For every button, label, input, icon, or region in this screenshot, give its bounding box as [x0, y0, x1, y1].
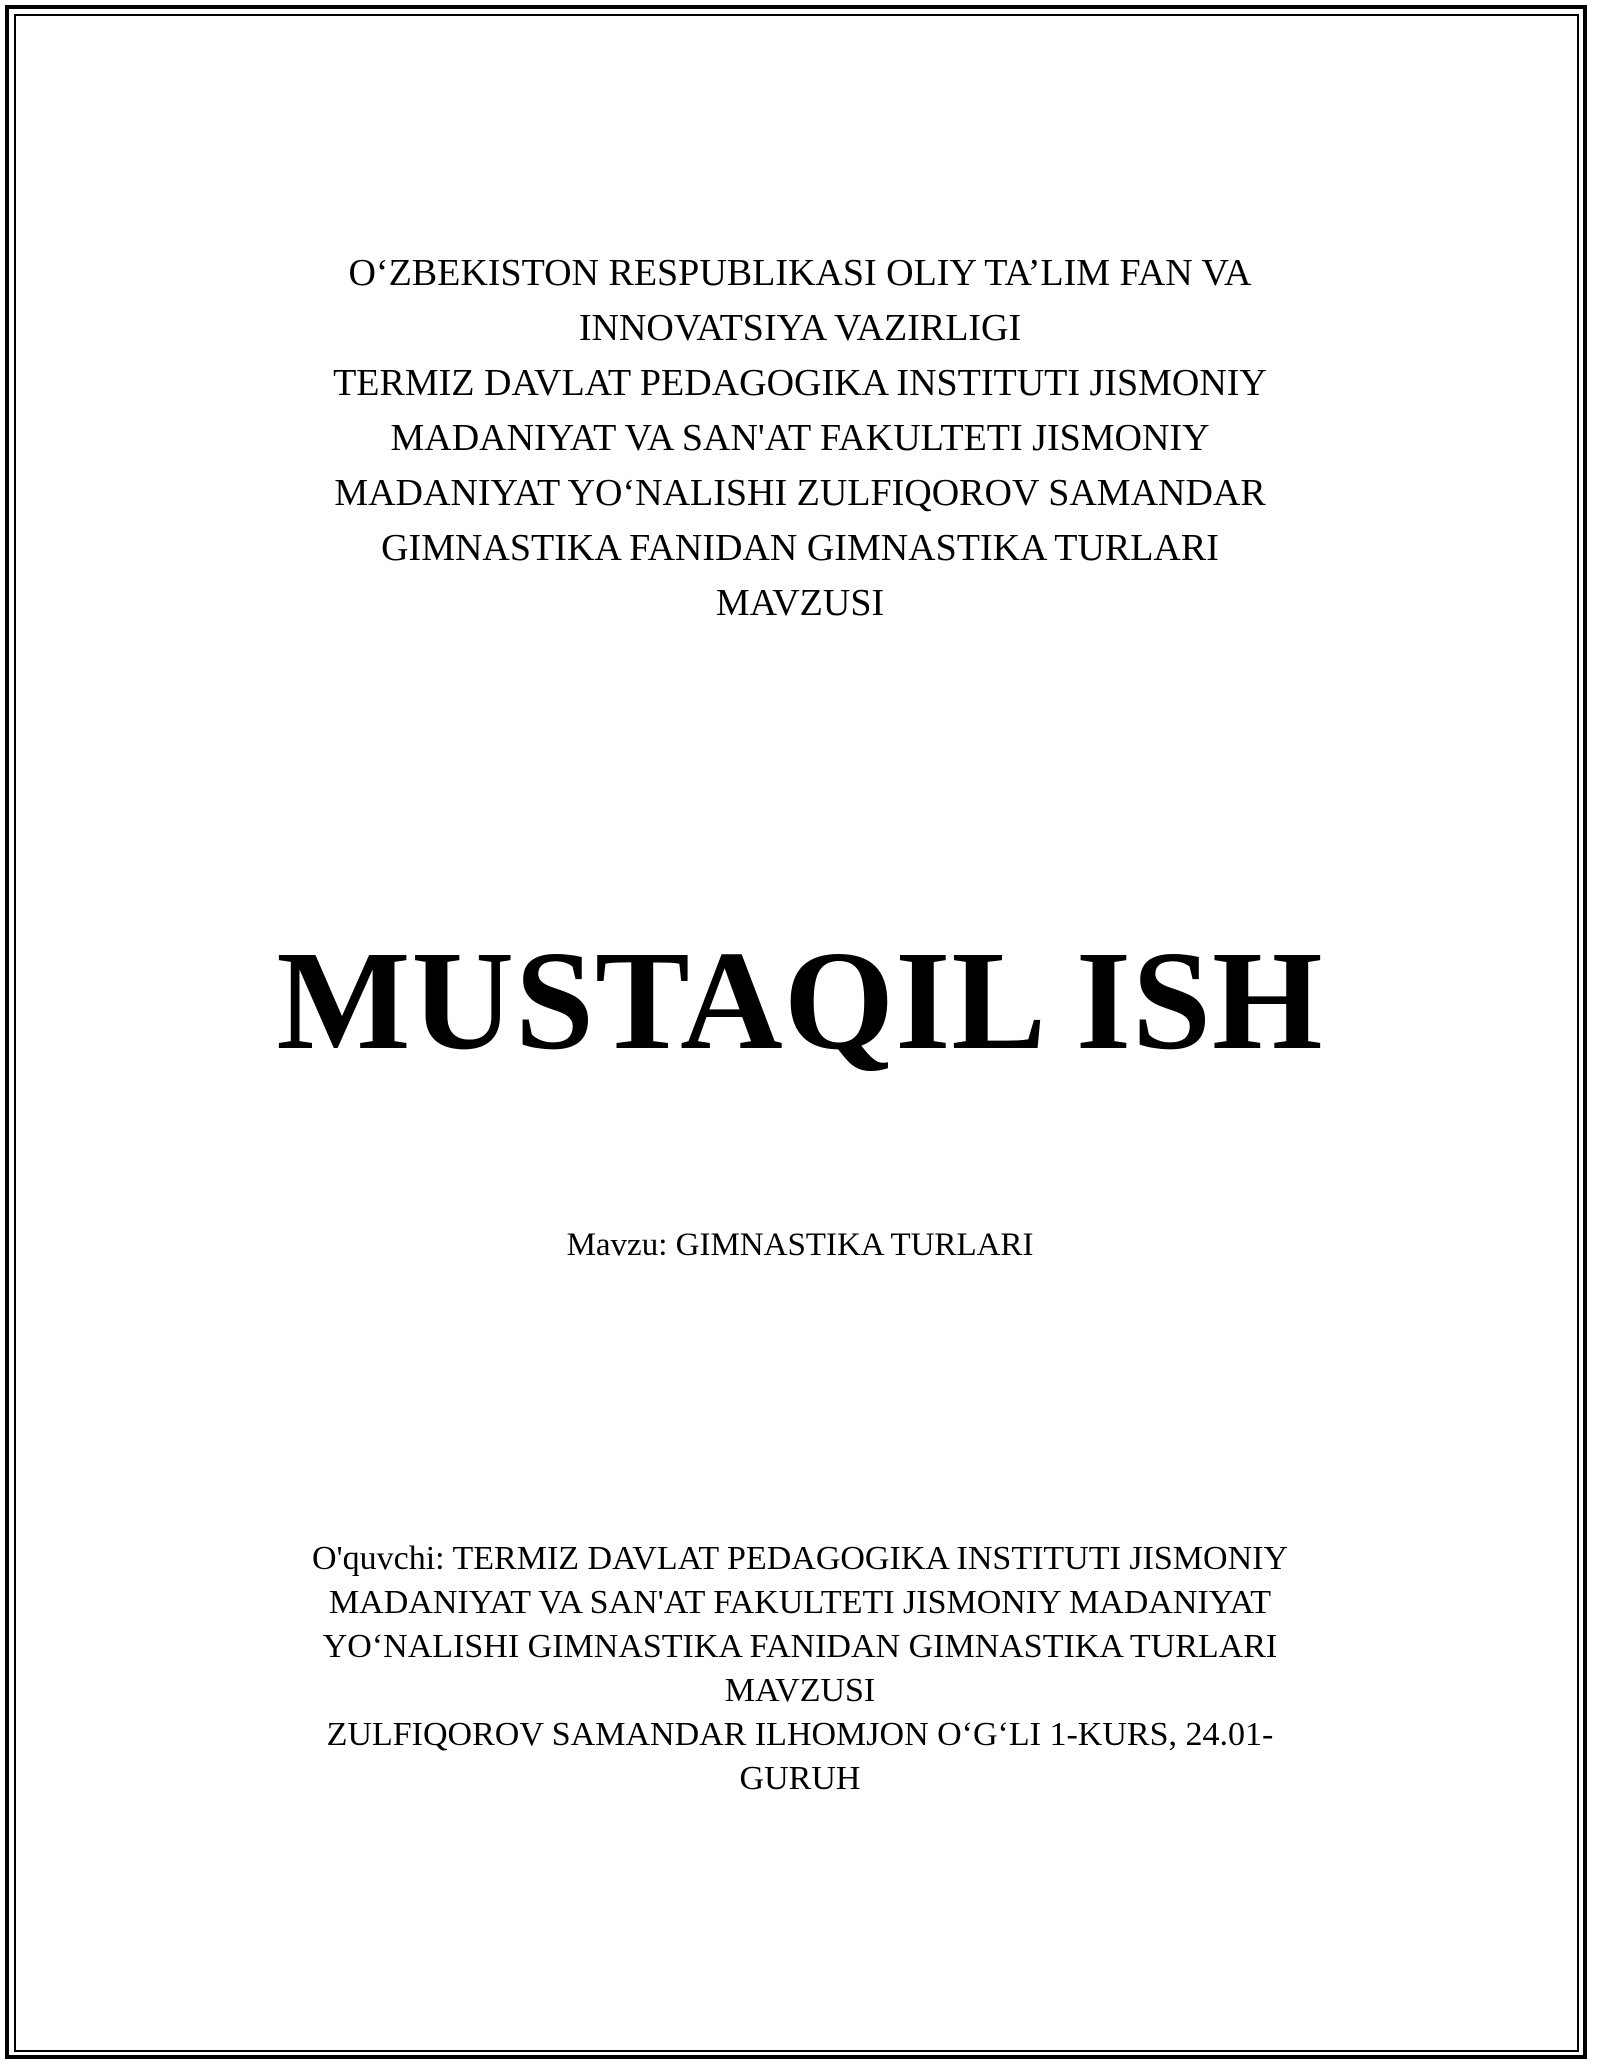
student-line: GURUH	[739, 1760, 861, 1797]
header-line: MAVZUSI	[715, 582, 885, 624]
student-info	[0, 1537, 1600, 1801]
student-line: MAVZUSI	[724, 1672, 876, 1709]
topic-line: Mavzu: GIMNASTIKA TURLARI	[566, 1227, 1034, 1263]
header-line: O‘ZBEKISTON RESPUBLIKASI OLIY TA’LIM FAN VA	[348, 252, 1252, 294]
header-line: INNOVATSIYA VAZIRLIGI	[578, 307, 1022, 349]
header-line: GIMNASTIKA FANIDAN GIMNASTIKA TURLARI	[381, 527, 1219, 569]
document-title: MUSTAQIL ISH	[276, 921, 1324, 1079]
institution-header	[0, 246, 1600, 631]
student-line: ZULFIQOROV SAMANDAR ILHOMJON O‘G‘LI 1-KURS, 24.01-	[326, 1716, 1274, 1753]
header-line: MADANIYAT VA SAN'AT FAKULTETI JISMONIY	[390, 417, 1210, 459]
header-line: TERMIZ DAVLAT PEDAGOGIKA INSTITUTI JISMONIY	[333, 362, 1267, 404]
student-line: O'quvchi: TERMIZ DAVLAT PEDAGOGIKA INSTITUTI JISMONIY	[311, 1540, 1289, 1577]
student-line: MADANIYAT VA SAN'AT FAKULTETI JISMONIY MADANIYAT	[328, 1584, 1272, 1621]
header-line: MADANIYAT YO‘NALISHI ZULFIQOROV SAMANDAR	[334, 472, 1266, 514]
student-line: YO‘NALISHI GIMNASTIKA FANIDAN GIMNASTIKA TURLARI	[322, 1628, 1278, 1665]
